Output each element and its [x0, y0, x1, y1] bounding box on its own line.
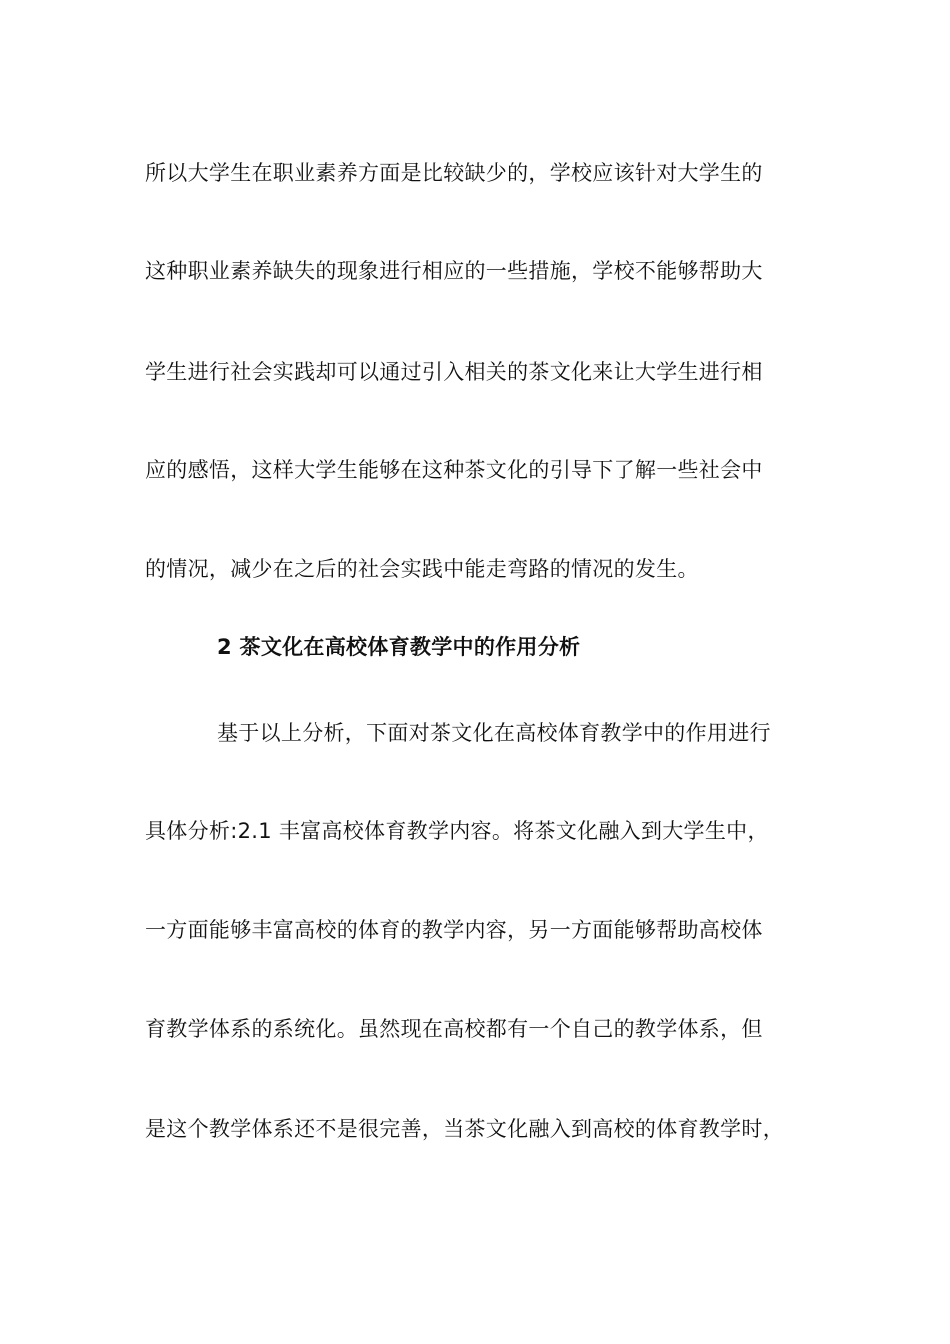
paragraph-line: 应的感悟，这样大学生能够在这种茶文化的引导下了解一些社会中 — [145, 458, 763, 482]
paragraph-line: 具体分析:2.1 丰富高校体育教学内容。将茶文化融入到大学生中， — [145, 819, 769, 843]
paragraph-line: 基于以上分析，下面对茶文化在高校体育教学中的作用进行 — [217, 721, 771, 745]
section-heading: 2 茶文化在高校体育教学中的作用分析 — [217, 635, 581, 660]
paragraph-line: 这种职业素养缺失的现象进行相应的一些措施，学校不能够帮助大 — [145, 259, 763, 283]
paragraph-line: 学生进行社会实践却可以通过引入相关的茶文化来让大学生进行相 — [145, 360, 763, 384]
paragraph-line: 一方面能够丰富高校的体育的教学内容，另一方面能够帮助高校体 — [145, 918, 763, 942]
paragraph-line: 育教学体系的系统化。虽然现在高校都有一个自己的教学体系，但 — [145, 1017, 763, 1041]
paragraph-line: 是这个教学体系还不是很完善，当茶文化融入到高校的体育教学时， — [145, 1117, 784, 1141]
paragraph-line: 所以大学生在职业素养方面是比较缺少的，学校应该针对大学生的 — [145, 161, 763, 185]
paragraph-line: 的情况，减少在之后的社会实践中能走弯路的情况的发生。 — [145, 557, 699, 581]
